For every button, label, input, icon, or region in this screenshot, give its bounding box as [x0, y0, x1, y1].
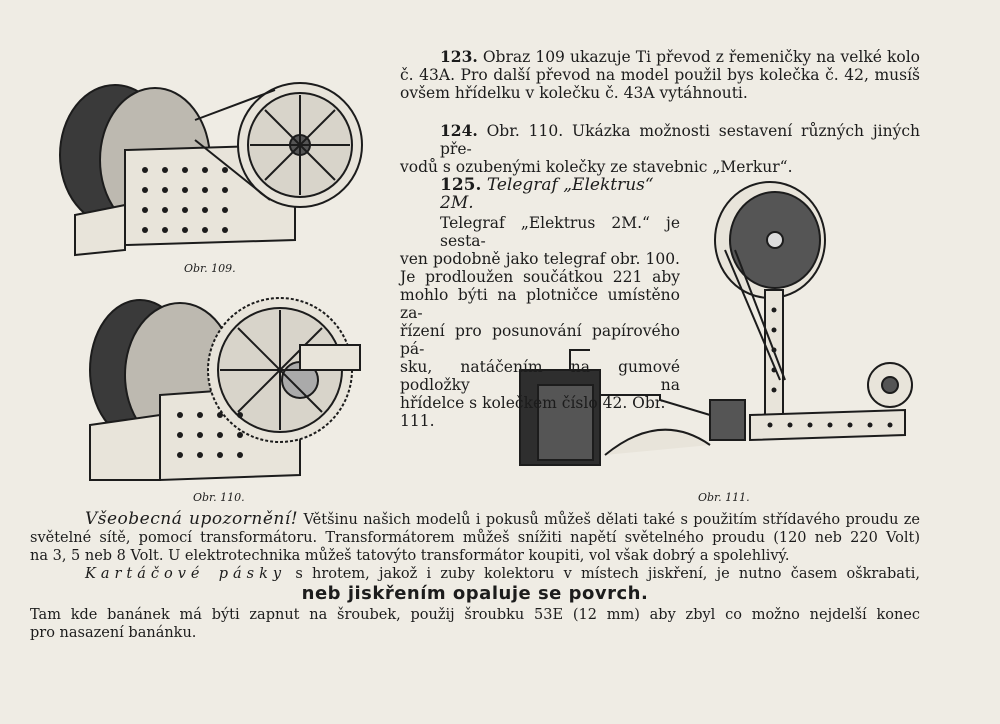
paragraph-text: Obr. 110. Ukázka možnosti sestavení různých jiných pře-	[440, 122, 920, 158]
paragraph-125-line: řízení pro posunování papírového pá-	[400, 322, 680, 358]
section-title: Telegraf „Elektrus“ 2M.	[440, 175, 654, 213]
notice-text: Většinu našich modelů i pokusů můžeš dělati také s použitím střídavého proudu ze	[303, 512, 921, 528]
paragraph-123	[400, 48, 920, 102]
notice-line	[30, 565, 920, 583]
figure-110-illustration	[70, 285, 370, 485]
notice-line	[30, 510, 920, 529]
section-number: 125.	[440, 175, 482, 195]
paragraph-124-line: vodů s ozubenými kolečky ze stavebnic „Merkur“.	[400, 158, 793, 176]
figure-109-caption: Obr. 109.	[184, 262, 236, 275]
paragraph-125-line: sku, natáčením na gumové podložky na	[400, 358, 680, 394]
figure-109-illustration	[45, 50, 375, 260]
paragraph-text: Obraz 109 ukazuje Ti převod z řemeničky na velké kolo	[482, 48, 920, 66]
paragraph-124	[400, 122, 920, 176]
general-notice	[30, 510, 920, 642]
figure-110-caption: Obr. 110.	[193, 491, 245, 504]
notice-line: pro nasazení banánku.	[30, 625, 197, 641]
notice-title: Všeobecná upozornění!	[85, 509, 299, 529]
paragraph-125-line: ven podobně jako telegraf obr. 100.	[400, 250, 680, 268]
paragraph-125-line: mohlo býti na plotničce umístěno za-	[400, 286, 680, 322]
paragraph-125-line: Je prodloužen součátkou 221 aby	[400, 268, 680, 286]
notice-line: světelné sítě, pomocí transformátoru. Transformátorem můžeš snížiti napětí světelného proudu (120 neb 220 Volt)	[30, 530, 920, 546]
paragraph-125	[400, 176, 680, 430]
paragraph-125-line: hřídelce s kolečkem číslo 42. Obr. 111.	[400, 394, 666, 430]
section-125-heading	[400, 176, 680, 212]
notice-warning-bold: neb jiskřením opaluje se povrch.	[301, 583, 649, 604]
notice-spaced-term: Kartáčové pásky	[85, 566, 287, 582]
notice-line: na 3, 5 neb 8 Volt. U elektrotechnika můžeš tatovýto transformátor koupiti, vol však dobrý a spolehlivý.	[30, 548, 790, 564]
section-number: 124.	[440, 121, 478, 140]
paragraph-123-line: č. 43A. Pro další převod na model použil bys kolečka č. 42, musíš	[400, 66, 920, 84]
figure-111-caption: Obr. 111.	[698, 491, 750, 504]
paragraph-125-line: Telegraf „Elektrus 2M.“ je sesta-	[440, 214, 680, 250]
paragraph-123-line: ovšem hřídelku v kolečku č. 43A vytáhnouti.	[400, 84, 748, 102]
paragraph-124-line	[400, 122, 920, 158]
paragraph-123-line	[400, 48, 920, 66]
notice-bold-line	[30, 585, 920, 604]
section-number: 123.	[440, 47, 478, 66]
notice-line: Tam kde banánek má býti zapnut na šroubek, použij šroubku 53E (12 mm) aby zbyl co možno nejdelší konec	[30, 607, 920, 623]
notice-text: s hrotem, jakož i zuby kolektoru v místech jiskření, je nutno časem oškrabati,	[295, 566, 920, 582]
